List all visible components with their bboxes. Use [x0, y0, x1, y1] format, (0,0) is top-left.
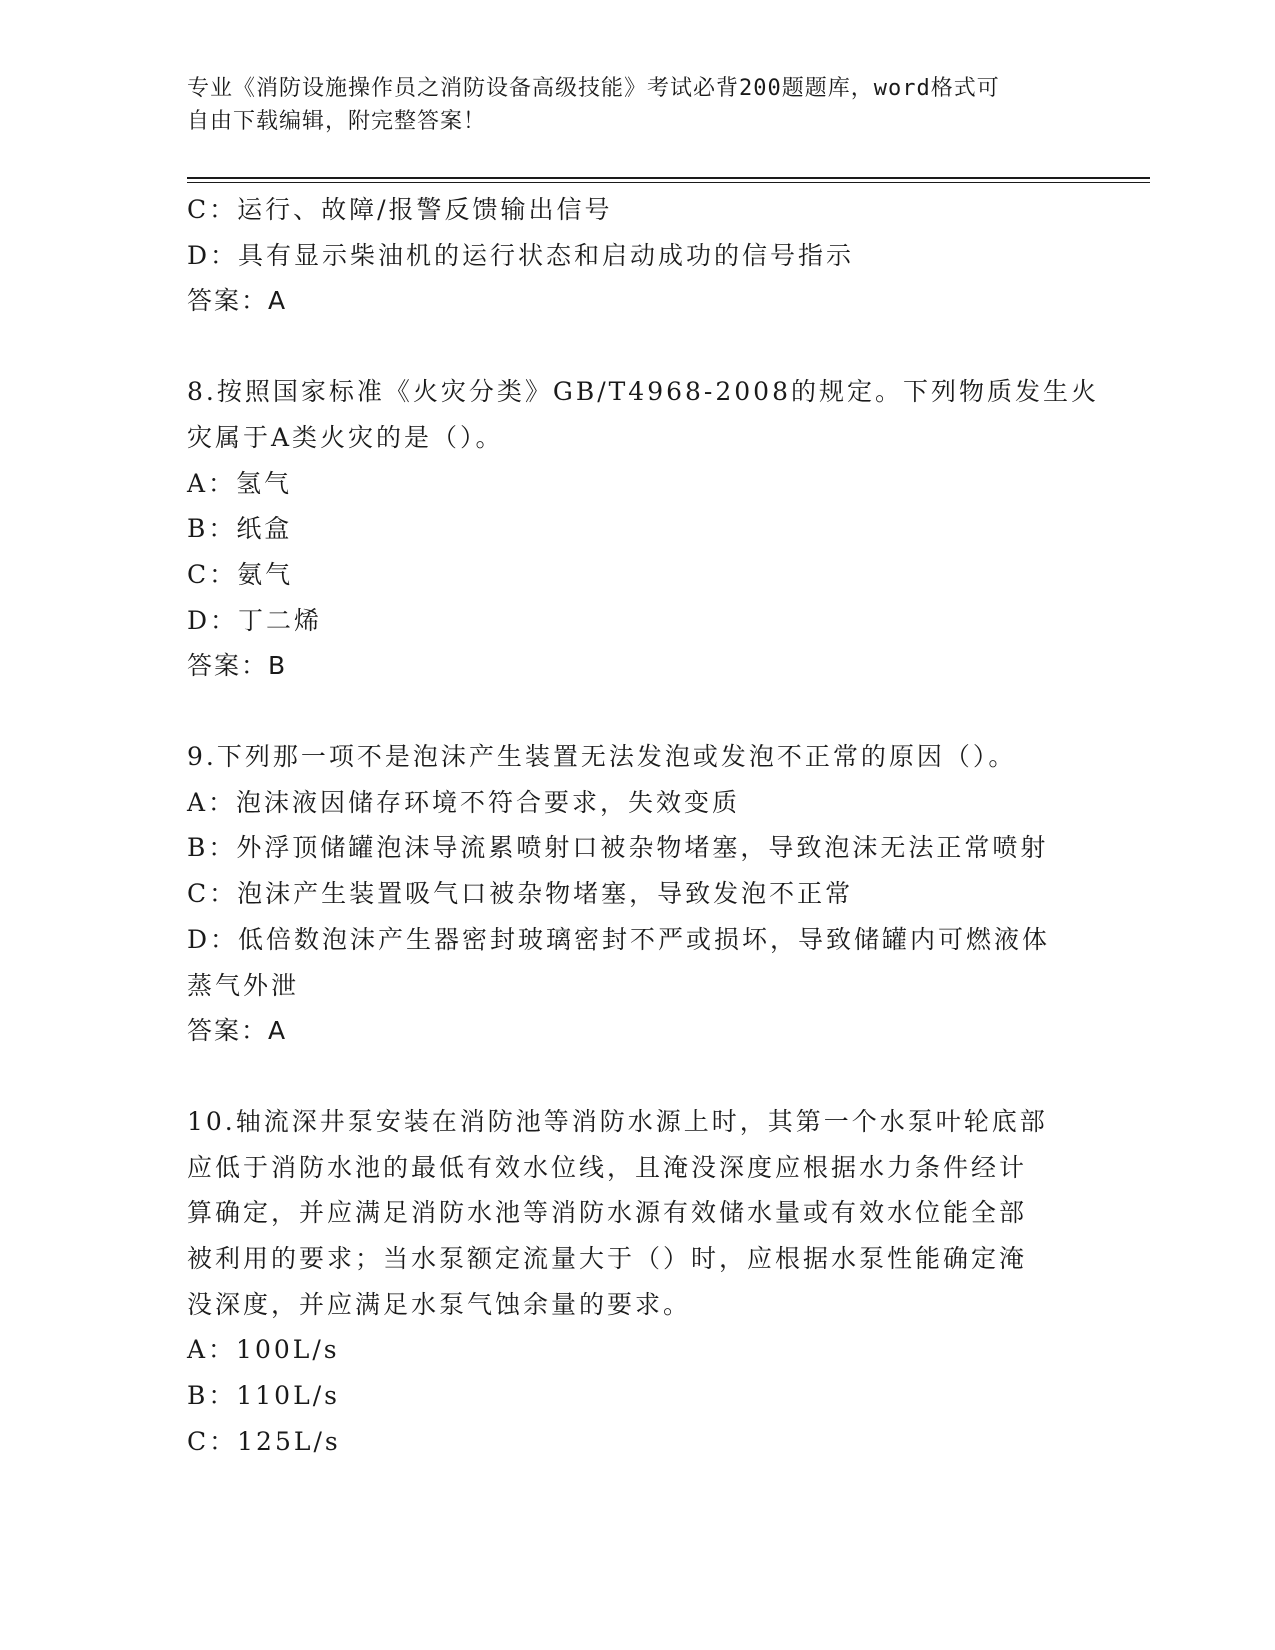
q7-option-d: D：具有显示柴油机的运行状态和启动成功的信号指示: [187, 240, 855, 270]
q7-option-c: C：运行、故障/报警反馈输出信号: [187, 195, 613, 224]
q8-option-d: D：丁二烯: [187, 605, 323, 635]
q8-option-b: B：纸盒: [187, 514, 293, 544]
question-9: [187, 734, 1087, 1054]
q9-option-a: A：泡沫液因储存环境不符合要求，失效变质: [187, 787, 741, 817]
q10-stem-line-4: 被利用的要求；当水泵额定流量大于（）时，应根据水泵性能确定淹: [187, 1244, 1028, 1274]
q9-option-d-line-1: D：低倍数泡沫产生器密封玻璃密封不严或损坏，导致储罐内可燃液体: [187, 924, 1051, 954]
document-header: [187, 72, 1087, 138]
q10-option-c: C：125L/s: [187, 1426, 341, 1456]
document-body: [187, 187, 1099, 1465]
q10-option-a: A：100L/s: [187, 1335, 340, 1365]
question-7-continued: [187, 187, 1087, 324]
q9-option-c: C：泡沫产生装置吸气口被杂物堵塞，导致发泡不正常: [187, 879, 854, 909]
q9-option-b: B：外浮顶储罐泡沫导流累喷射口被杂物堵塞，导致泡沫无法正常喷射: [187, 833, 1049, 863]
q8-option-a: A：氢气: [187, 468, 293, 498]
header-rule-thick: [187, 177, 1150, 179]
q8-stem-line-1: 8.按照国家标准《火灾分类》GB/T4968-2008的规定。下列物质发生火: [187, 377, 1099, 407]
q10-option-b: B：110L/s: [187, 1381, 340, 1411]
q10-stem-line-3: 算确定，并应满足消防水池等消防水源有效储水量或有效水位能全部: [187, 1198, 1028, 1228]
q9-stem-line-1: 9.下列那一项不是泡沫产生装置无法发泡或发泡不正常的原因（）。: [187, 742, 1017, 772]
q7-answer: 答案：A: [187, 286, 288, 316]
q8-answer: 答案：B: [187, 651, 288, 681]
question-10: [187, 1099, 1087, 1465]
question-8: [187, 369, 1099, 689]
q8-option-c: C：氨气: [187, 559, 294, 589]
header-line-2: 自由下载编辑，附完整答案！: [187, 109, 487, 134]
q10-stem-line-1: 10.轴流深井泵安装在消防池等消防水源上时，其第一个水泵叶轮底部: [187, 1106, 1048, 1136]
q9-answer: 答案：A: [187, 1016, 288, 1046]
q9-option-d-line-2: 蒸气外泄: [187, 970, 300, 1000]
q8-stem-line-2: 灾属于A类火灾的是（）。: [187, 422, 504, 452]
q10-stem-line-2: 应低于消防水池的最低有效水位线，且淹没深度应根据水力条件经计: [187, 1152, 1028, 1182]
q10-stem-line-5: 没深度，并应满足水泵气蚀余量的要求。: [187, 1289, 692, 1319]
header-rule-thin: [187, 182, 1150, 183]
header-line-1: 专业《消防设施操作员之消防设备高级技能》考试必背200题题库，word格式可: [187, 76, 1000, 101]
